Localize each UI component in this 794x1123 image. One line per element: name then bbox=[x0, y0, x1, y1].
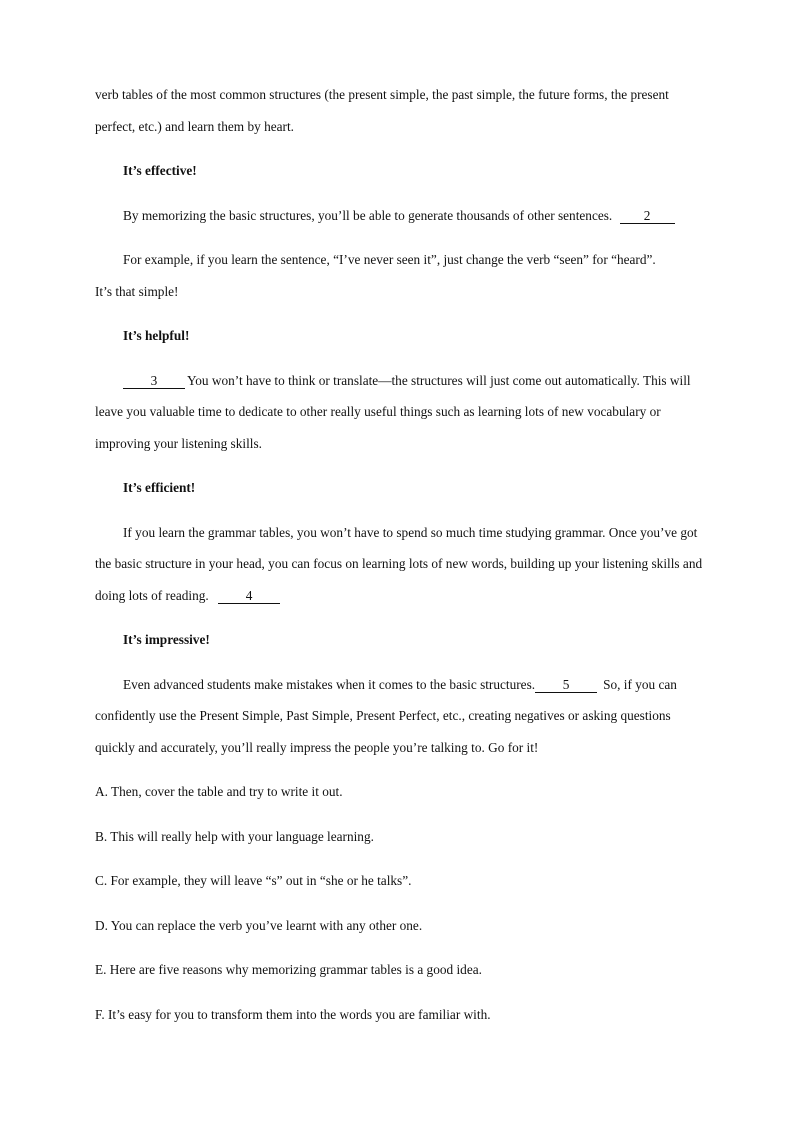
option-b: B. This will really help with your language learning. bbox=[95, 828, 374, 844]
paragraph-example-line-1: For example, if you learn the sentence, “I’ve never seen it”, just change the verb “seen” for “heard”. bbox=[123, 252, 656, 267]
intro-line-2: perfect, etc.) and learn them by heart. bbox=[95, 118, 294, 134]
option-f: F. It’s easy for you to transform them into the words you are familiar with. bbox=[95, 1006, 491, 1022]
blank-4[interactable]: 4 bbox=[218, 589, 280, 604]
document-page bbox=[95, 79, 705, 1043]
option-e: E. Here are five reasons why memorizing grammar tables is a good idea. bbox=[95, 962, 482, 977]
option-c: C. For example, they will leave “s” out in “she or he talks”. bbox=[95, 873, 412, 888]
paragraph-example-line-2: It’s that simple! bbox=[95, 283, 179, 299]
heading-helpful: It’s helpful! bbox=[123, 328, 190, 343]
blank-5[interactable]: 5 bbox=[535, 678, 597, 693]
paragraph-impressive bbox=[95, 669, 705, 764]
paragraph-effective-text: By memorizing the basic structures, you’ll be able to generate thousands of other sentences. bbox=[123, 207, 616, 223]
option-a: A. Then, cover the table and try to write it out. bbox=[95, 784, 343, 799]
paragraph-efficient-text: If you learn the grammar tables, you won’t have to spend so much time studying grammar. Once you’ve got the basic structure in your head, you can focus on learning lots of new words, building up your listening skills and doing lots of reading. bbox=[95, 524, 703, 603]
paragraph-example bbox=[95, 244, 705, 307]
heading-efficient: It’s efficient! bbox=[123, 480, 196, 495]
paragraph-impressive-text-2: So, if you can confidently use the Present Simple, Past Simple, Present Perfect, etc., creating negatives or asking questions quickly and accurately, you’ll really impress the people you’re talking to. Go for it! bbox=[95, 676, 677, 755]
heading-impressive: It’s impressive! bbox=[123, 632, 210, 647]
blank-3[interactable]: 3 bbox=[123, 374, 185, 389]
paragraph-impressive-text-1: Even advanced students make mistakes when it comes to the basic structures. bbox=[123, 676, 536, 692]
paragraph-efficient bbox=[95, 517, 705, 612]
paragraph-helpful-text: You won’t have to think or translate—the structures will just come out automatically. This will leave you valuable time to dedicate to other really useful things such as learning lots of new vocabulary or improving your listening skills. bbox=[95, 372, 691, 451]
paragraph-helpful bbox=[95, 365, 705, 460]
option-d: D. You can replace the verb you’ve learnt with any other one. bbox=[95, 917, 423, 933]
paragraph-effective bbox=[95, 200, 705, 232]
intro-line-1: verb tables of the most common structures (the present simple, the past simple, the future forms, the present bbox=[95, 87, 669, 102]
heading-effective: It’s effective! bbox=[123, 163, 197, 178]
intro-paragraph bbox=[95, 79, 705, 142]
blank-2[interactable]: 2 bbox=[620, 209, 675, 224]
